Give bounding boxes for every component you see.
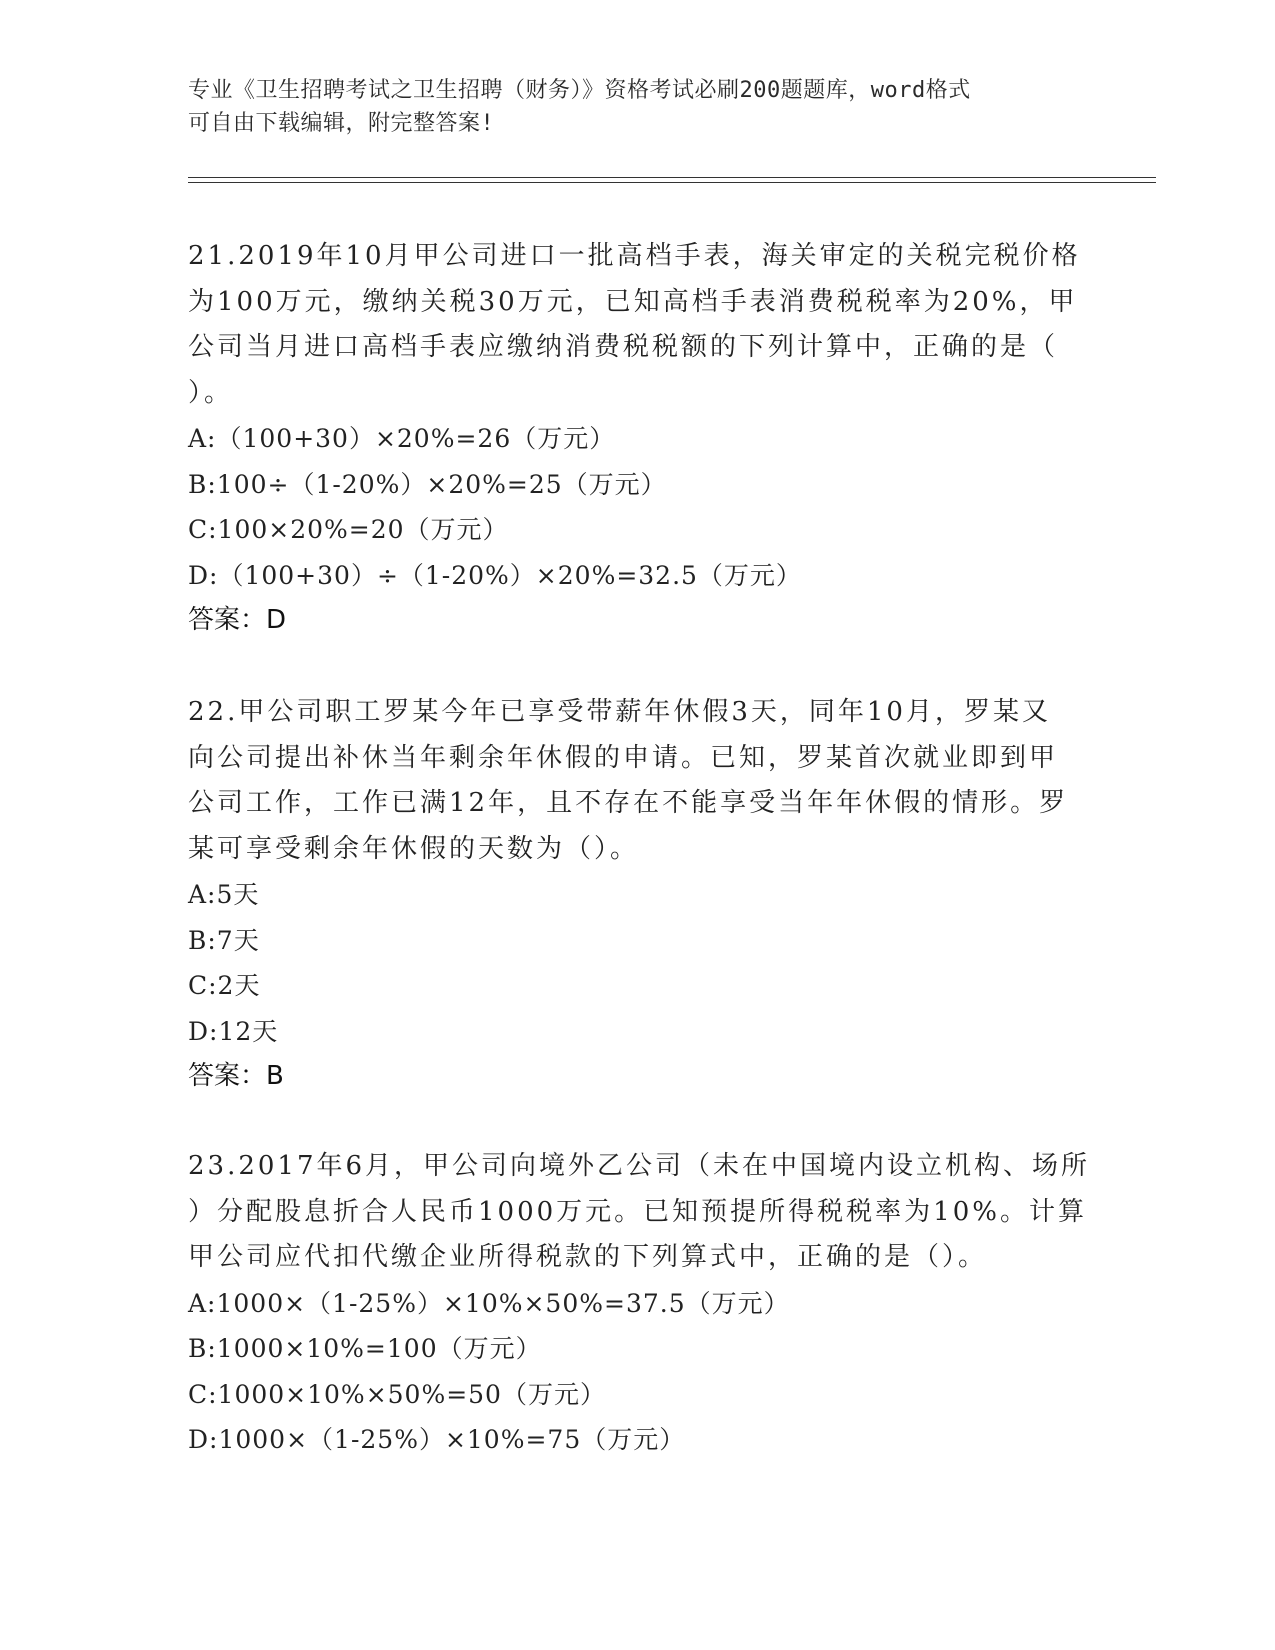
answer-label: 答案：D xyxy=(188,605,287,635)
option-a: A:1000×（1-25%）×10%×50%=37.5（万元） xyxy=(188,1288,790,1318)
question-text-line: ）。 xyxy=(188,377,234,408)
question-text-line: 23.2017年6月，甲公司向境外乙公司（未在中国境内设立机构、场所 xyxy=(188,1151,1091,1181)
question-text-line: 21.2019年10月甲公司进口一批高档手表，海关审定的关税完税价格 xyxy=(188,241,1081,271)
option-d: D:12天 xyxy=(188,1016,279,1046)
question-22 xyxy=(188,690,1088,1100)
question-text-line: ）分配股息折合人民币1000万元。已知预提所得税税率为10%。计算 xyxy=(188,1196,1087,1227)
question-21 xyxy=(188,234,1088,644)
option-d: D:1000×（1-25%）×10%=75（万元） xyxy=(188,1425,686,1454)
document-header xyxy=(188,74,1068,140)
answer-label: 答案：B xyxy=(188,1061,284,1091)
question-text-line: 22.甲公司职工罗某今年已享受带薪年休假3天，同年10月，罗某又 xyxy=(188,697,1051,727)
question-text-line: 某可享受剩余年休假的天数为（）。 xyxy=(188,833,640,864)
option-c: C:1000×10%×50%=50（万元） xyxy=(188,1379,606,1409)
question-text-line: 甲公司应代扣代缴企业所得税款的下列算式中，正确的是（）。 xyxy=(188,1242,988,1272)
option-c: C:100×20%=20（万元） xyxy=(188,515,509,544)
header-line-2: 可自由下载编辑，附完整答案! xyxy=(188,111,495,136)
header-divider-top xyxy=(188,177,1156,178)
option-b: B:1000×10%=100（万元） xyxy=(188,1334,542,1363)
question-text-line: 向公司提出补休当年剩余年休假的申请。已知，罗某首次就业即到甲 xyxy=(188,742,1059,773)
header-line-1: 专业《卫生招聘考试之卫生招聘（财务）》资格考试必刷200题题库，word格式 xyxy=(188,78,971,103)
question-text-line: 公司工作，工作已满12年，且不存在不能享受当年年休假的情形。罗 xyxy=(188,788,1069,818)
question-text-line: 公司当月进口高档手表应缴纳消费税税额的下列计算中，正确的是（ xyxy=(188,332,1059,362)
option-b: B:100÷（1-20%）×20%=25（万元） xyxy=(188,469,667,499)
question-23 xyxy=(188,1144,1091,1463)
option-d: D:（100+30）÷（1-20%）×20%=32.5（万元） xyxy=(188,560,802,590)
option-b: B:7天 xyxy=(188,925,260,955)
question-text-line: 为100万元，缴纳关税30万元，已知高档手表消费税税率为20%，甲 xyxy=(188,286,1078,317)
option-c: C:2天 xyxy=(188,971,261,1000)
option-a: A:（100+30）×20%=26（万元） xyxy=(188,424,616,453)
option-a: A:5天 xyxy=(188,880,260,909)
header-divider-bottom xyxy=(188,182,1156,183)
